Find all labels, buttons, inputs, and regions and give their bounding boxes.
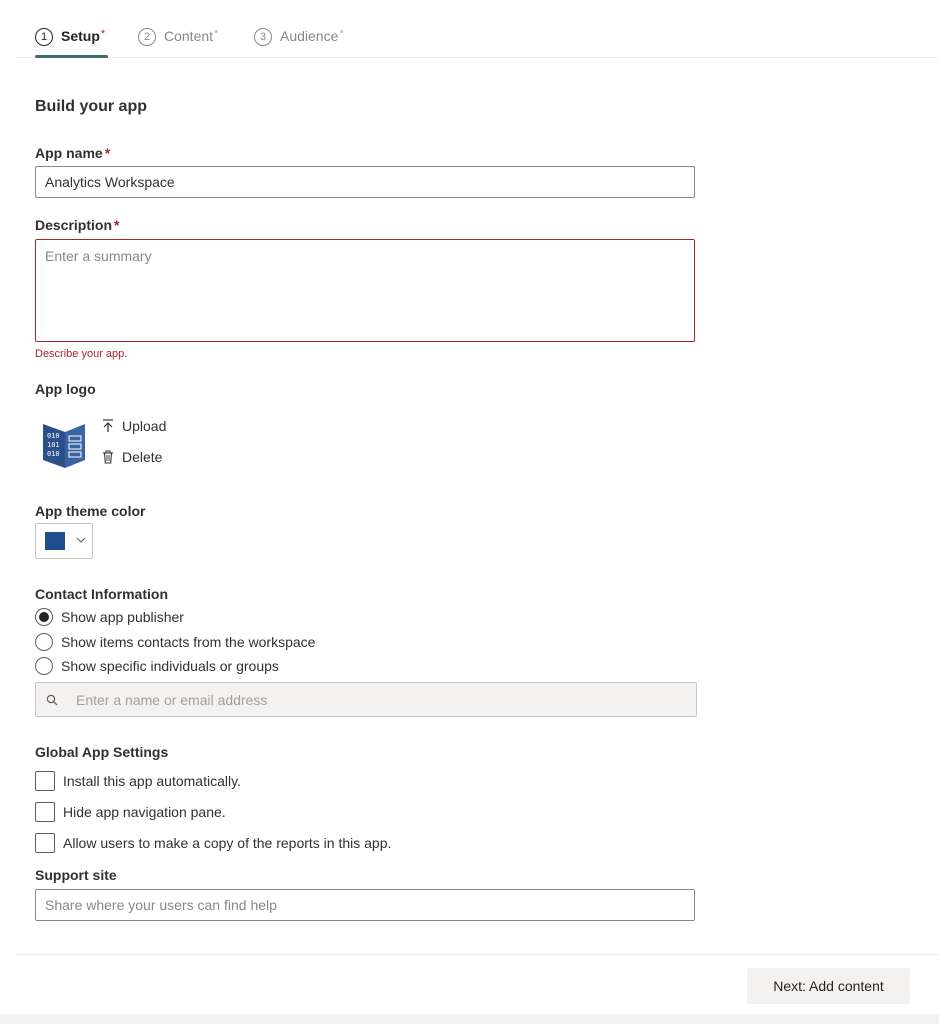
- checkbox-label: Install this app automatically.: [63, 773, 241, 789]
- radio-show-individuals[interactable]: [35, 657, 279, 675]
- tab-setup[interactable]: [35, 28, 108, 58]
- step-number-2: 2: [138, 28, 156, 46]
- step-number-1: 1: [35, 28, 53, 46]
- global-settings-label: Global App Settings: [35, 744, 169, 760]
- support-site-label: Support site: [35, 867, 117, 883]
- checkbox-box: [35, 802, 55, 822]
- required-marker: *: [104, 145, 111, 161]
- delete-button[interactable]: [102, 449, 162, 465]
- required-marker: *: [339, 28, 344, 40]
- required-marker: *: [214, 28, 219, 40]
- radio-label: Show items contacts from the workspace: [61, 634, 316, 650]
- required-marker: *: [100, 28, 106, 40]
- checkbox-allow-copy[interactable]: [35, 833, 391, 853]
- radio-circle: [35, 633, 53, 651]
- description-input[interactable]: [35, 239, 695, 342]
- radio-label: Show specific individuals or groups: [61, 658, 279, 674]
- description-label: [35, 217, 119, 233]
- checkbox-install-automatically[interactable]: [35, 771, 241, 791]
- contact-info-label: Contact Information: [35, 586, 168, 602]
- app-name-label-text: App name: [35, 145, 103, 161]
- theme-color-picker[interactable]: [35, 523, 93, 559]
- app-name-label: [35, 145, 110, 161]
- bottom-bar: [0, 1014, 939, 1024]
- footer-divider: [16, 954, 939, 955]
- description-label-text: Description: [35, 217, 113, 233]
- upload-button[interactable]: [102, 418, 166, 434]
- radio-label: Show app publisher: [61, 609, 184, 625]
- radio-circle: [35, 608, 53, 626]
- checkbox-label: Allow users to make a copy of the reports in this app.: [63, 835, 392, 851]
- tab-setup-label: Setup: [61, 28, 100, 44]
- app-name-input[interactable]: [35, 166, 695, 198]
- color-swatch: [45, 532, 65, 550]
- search-icon: [46, 694, 58, 706]
- theme-color-label: App theme color: [35, 503, 146, 519]
- tab-content[interactable]: [138, 28, 228, 58]
- contact-search-box: [35, 682, 697, 717]
- svg-text:010: 010: [47, 432, 60, 440]
- trash-icon: [102, 450, 114, 464]
- support-site-input[interactable]: [35, 889, 695, 921]
- upload-label: Upload: [122, 418, 167, 434]
- chevron-down-icon: [75, 534, 87, 546]
- radio-selected-dot: [39, 612, 49, 622]
- next-add-content-button[interactable]: Next: Add content: [747, 968, 910, 1004]
- radio-circle: [35, 657, 53, 675]
- step-number-3: 3: [254, 28, 272, 46]
- wizard-steps: [16, 0, 939, 58]
- delete-label: Delete: [122, 449, 163, 465]
- app-logo-label: App logo: [35, 381, 96, 397]
- tab-content-label: Content: [164, 28, 214, 44]
- section-title: Build your app: [35, 98, 147, 115]
- contact-search-input[interactable]: [76, 692, 656, 708]
- checkbox-box: [35, 833, 55, 853]
- svg-text:101: 101: [47, 441, 60, 449]
- radio-show-workspace-contacts[interactable]: [35, 633, 315, 651]
- checkbox-label: Hide app navigation pane.: [63, 804, 226, 820]
- checkbox-hide-navigation[interactable]: [35, 802, 226, 822]
- tab-audience[interactable]: [254, 28, 354, 58]
- app-logo-image: [41, 418, 87, 470]
- description-error: Describe your app.: [35, 348, 128, 360]
- radio-show-publisher[interactable]: [35, 608, 184, 626]
- tab-audience-label: Audience: [280, 28, 339, 44]
- svg-text:010: 010: [47, 450, 60, 458]
- upload-icon: [102, 419, 114, 433]
- binary-data-icon: [41, 418, 87, 470]
- required-marker: *: [114, 217, 120, 233]
- checkbox-box: [35, 771, 55, 791]
